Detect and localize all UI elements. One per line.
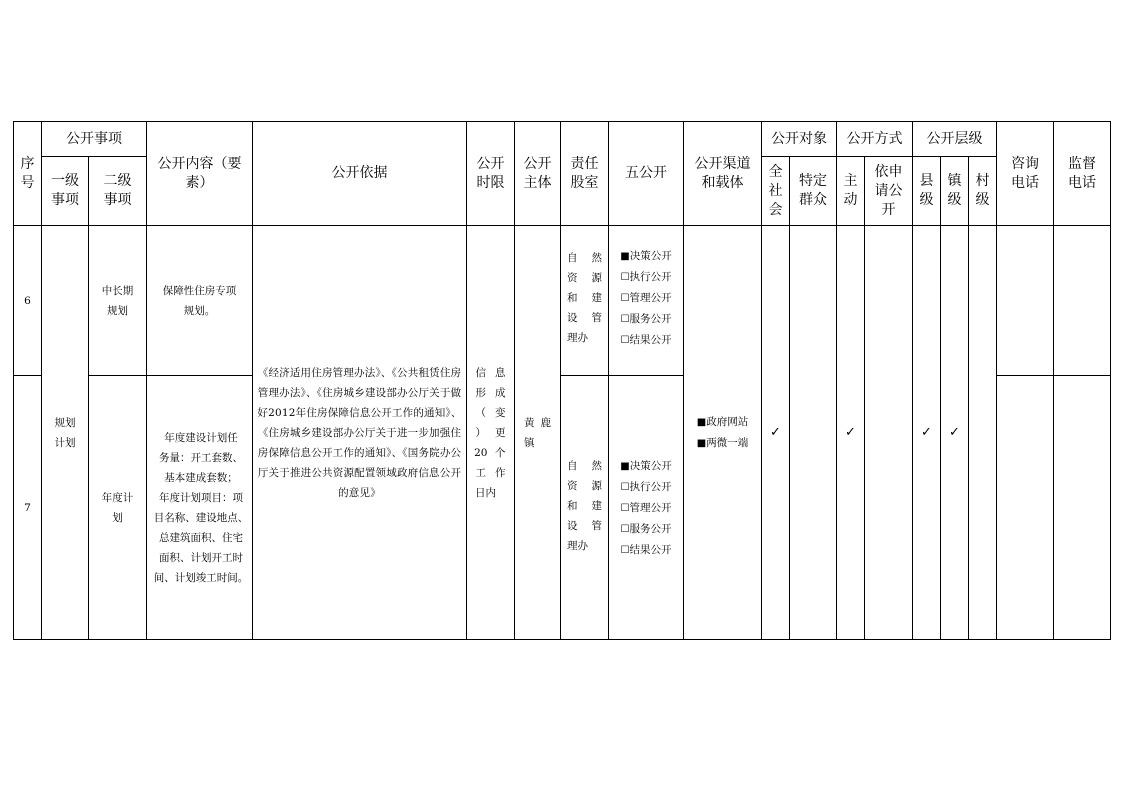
consult-cell [997,226,1054,376]
time-limit-cell: 信 息 形 成 （ 变 ） 更 20 个 工 作 日内 [467,226,515,640]
five-disclosure-cell [609,226,684,376]
header-level: 公开层级 [913,122,997,157]
header-supervise: 监督 电话 [1054,122,1111,226]
five-item: ■决策公开 [620,460,672,472]
header-row-1 [14,122,1111,157]
header-channel: 公开渠道 和载体 [684,122,762,226]
level2-cell: 中长期 规划 [89,226,147,376]
channel-item: ■两微一端 [696,436,749,449]
five-item: ☐结果公开 [620,544,672,556]
method-request-cell [865,226,913,640]
header-seq: 序 号 [14,122,42,226]
header-consult: 咨询 电话 [997,122,1054,226]
level1-cell: 规划 计划 [42,226,89,640]
target-all-check-icon: ✓ [762,226,790,640]
five-item: ■决策公开 [620,250,672,262]
five-disclosure-cell [609,376,684,640]
level-town-check-icon: ✓ [941,226,969,640]
target-specific-cell [790,226,837,640]
table-row [14,226,1111,376]
five-item: ☐服务公开 [620,523,672,535]
header-time-limit: 公开 时限 [467,122,515,226]
row-seq: 6 [14,226,42,376]
header-level-town: 镇 级 [941,157,969,226]
basis-cell: 《经济适用住房管理办法》、《公共租赁住房管理办法》、《住房城乡建设部办公厅关于做好2012年住房保障信息公开工作的通知》、《住房城乡建设部办公厅关于进一步加强住房保障信息公开工作的通知》、《国务院办公厅关于推进公共资源配置领域政府信息公开的意见》 [253,226,467,640]
header-five: 五公开 [609,122,684,226]
channel-item: ■政府网站 [696,415,749,428]
dept-cell: 自 然 资 源 和 建 设 管 理办 [561,226,609,376]
header-subject: 公开 主体 [515,122,561,226]
method-active-check-icon: ✓ [837,226,865,640]
supervise-cell [1054,376,1111,640]
header-content: 公开内容（要 素） [147,122,253,226]
dept-cell: 自 然 资 源 和 建 设 管 理办 [561,376,609,640]
header-item-group: 公开事项 [42,122,147,157]
header-basis: 公开依据 [253,122,467,226]
content-cell: 年度建设计划任 务量：开工套数、 基本建成套数； 年度计划项目：项 目名称、建设地点、 总建筑面积、住宅 面积、计划开工时 间、计划竣工时间。 [147,376,253,640]
five-item: ☐执行公开 [620,481,672,493]
level-county-check-icon: ✓ [913,226,941,640]
header-target: 公开对象 [762,122,837,157]
header-level-county: 县 级 [913,157,941,226]
header-method: 公开方式 [837,122,913,157]
consult-cell [997,376,1054,640]
level2-cell: 年度计 划 [89,376,147,640]
header-target-all: 全 社 会 [762,157,790,226]
header-method-active: 主 动 [837,157,865,226]
row-seq: 7 [14,376,42,640]
subject-cell: 黄 鹿 镇 [515,226,561,640]
five-item: ☐服务公开 [620,313,672,325]
content-cell: 保障性住房专项 规划。 [147,226,253,376]
header-level-village: 村 级 [969,157,997,226]
five-item: ☐执行公开 [620,271,672,283]
header-level1: 一级 事项 [42,157,89,226]
supervise-cell [1054,226,1111,376]
five-item: ☐管理公开 [620,502,672,514]
disclosure-table [13,121,1111,640]
header-level2: 二级 事项 [89,157,147,226]
five-item: ☐结果公开 [620,334,672,346]
channel-cell [684,226,762,640]
five-item: ☐管理公开 [620,292,672,304]
header-dept: 责任 股室 [561,122,609,226]
header-target-specific: 特定 群众 [790,157,837,226]
level-village-cell [969,226,997,640]
header-method-request: 依申 请公 开 [865,157,913,226]
